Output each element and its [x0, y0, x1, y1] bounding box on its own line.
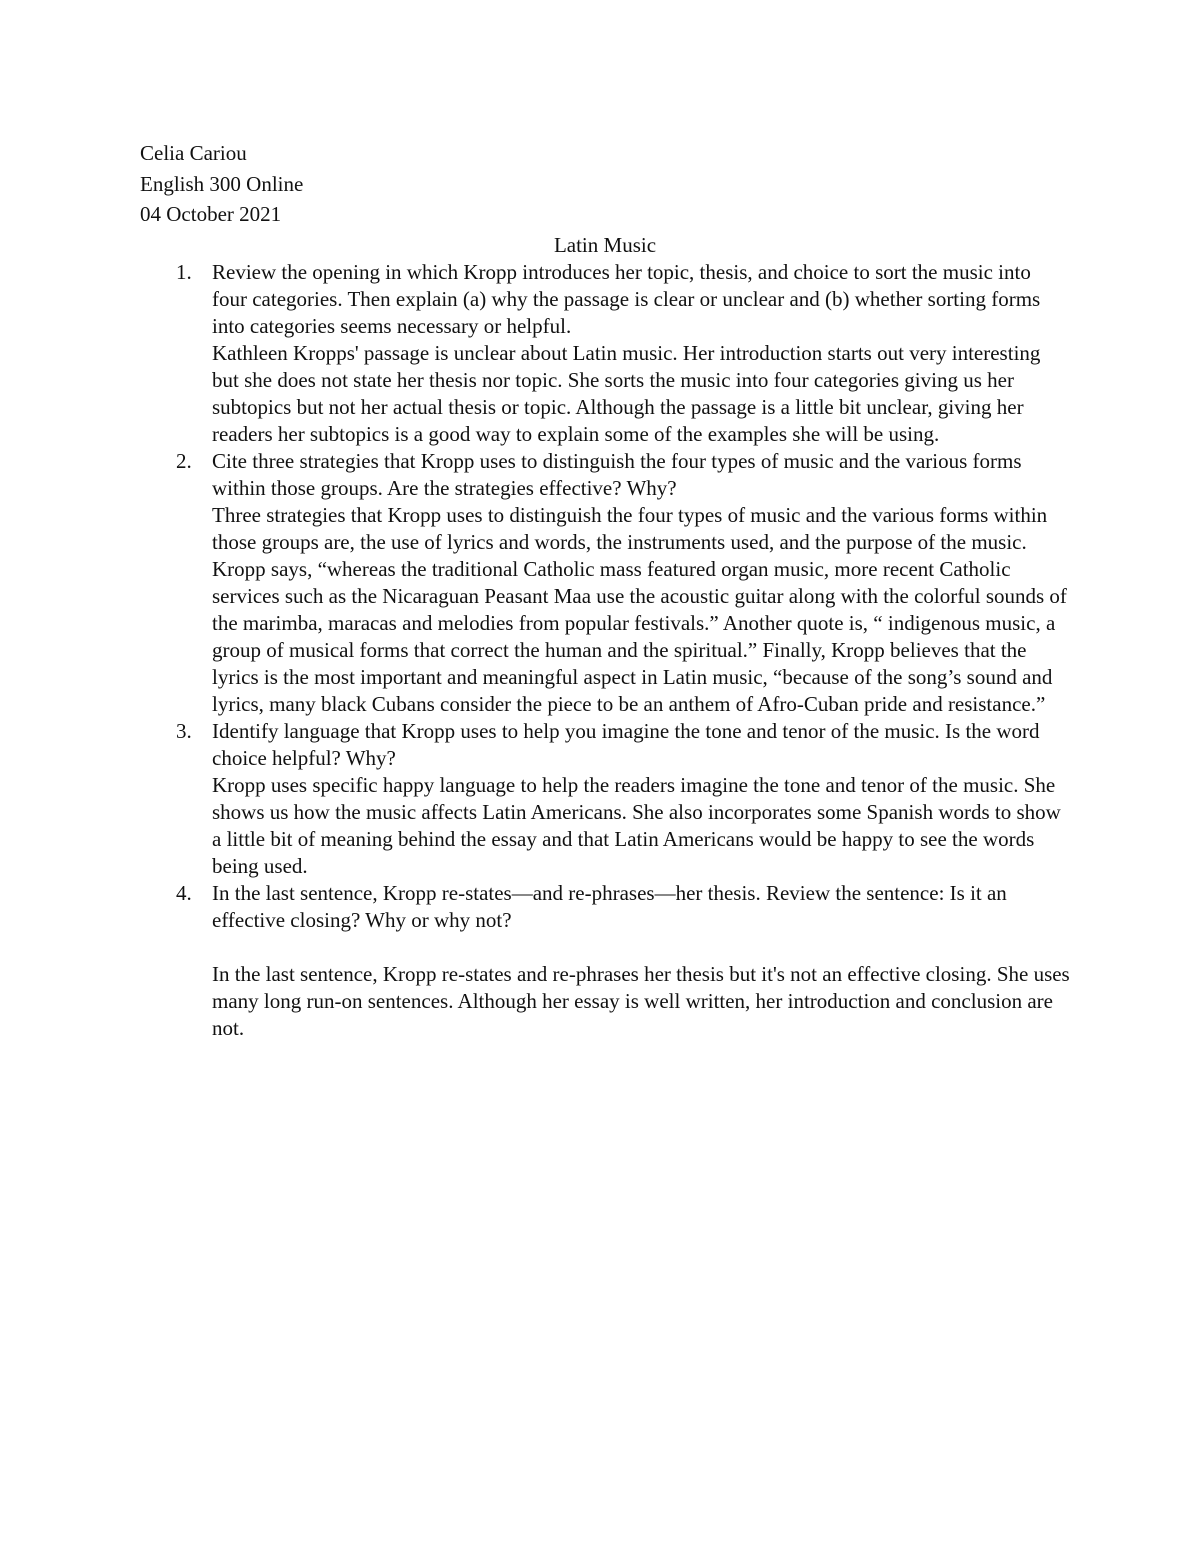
paragraph-gap: [212, 934, 1070, 961]
document-body: [140, 140, 1070, 1042]
author-name: Celia Cariou: [140, 141, 247, 165]
answer-text: Kropp uses specific happy language to help the readers imagine the tone and tenor of the music. She shows us how the music affects Latin Americans. She also incorporates some Spanish words to show a little bit of meaning behind the essay and that Latin Americans would be happy to see the words being used.: [212, 772, 1061, 878]
question-item-3: [140, 718, 1070, 880]
question-number: 3.: [176, 718, 192, 743]
question-item-2: [140, 448, 1070, 718]
question-item-1: [140, 259, 1070, 448]
question-number: 1.: [176, 259, 192, 284]
question-text: Cite three strategies that Kropp uses to distinguish the four types of music and the various forms within those groups. Are the strategies effective? Why?: [212, 448, 1022, 500]
answer-text: Kathleen Kropps' passage is unclear about Latin music. Her introduction starts out very interesting but she does not state her thesis nor topic. She sorts the music into four categories giving us her subtopics but not her actual thesis or topic. Although the passage is a little bit unclear, giving her readers her subtopics is a good way to explain some of the examples she will be using.: [212, 340, 1041, 446]
question-number: 2.: [176, 448, 192, 473]
question-number: 4.: [176, 880, 192, 905]
question-text: Review the opening in which Kropp introduces her topic, thesis, and choice to sort the music into four categories. Then explain (a) why the passage is clear or unclear and (b) whether sorting forms into categories seems necessary or helpful.: [212, 259, 1041, 338]
question-text: Identify language that Kropp uses to help you imagine the tone and tenor of the music. Is the word choice helpful? Why?: [212, 718, 1040, 770]
question-list: [140, 259, 1070, 1042]
answer-text: In the last sentence, Kropp re-states and re-phrases her thesis but it's not an effective closing. She uses many long run-on sentences. Although her essay is well written, her introduction and conclusion are not.: [212, 961, 1070, 1040]
course-name: English 300 Online: [140, 171, 304, 196]
question-text: In the last sentence, Kropp re-states—and re-phrases—her thesis. Review the sentence: Is it an effective closing? Why or why not?: [212, 880, 1007, 932]
answer-text: Three strategies that Kropp uses to distinguish the four types of music and the various forms within those groups are, the use of lyrics and words, the instruments used, and the purpose of the music. Kropp says, “whereas the traditional Catholic mass featured organ music, more recent Catholic services such as the Nicaraguan Peasant Maa use the acoustic guitar along with the colorful sounds of the marimba, maracas and melodies from popular festivals.” Another quote is, “ indigenous music, a group of musical forms that correct the human and the spiritual.” Finally, Kropp believes that the lyrics is the most important and meaningful aspect in Latin music, “because of the song’s sound and lyrics, many black Cubans consider the piece to be an anthem of Afro-Cuban pride and resistance.”: [212, 502, 1067, 716]
question-item-4: [140, 880, 1070, 1042]
document-date: 04 October 2021: [140, 202, 282, 226]
document-title: Latin Music: [553, 232, 657, 257]
